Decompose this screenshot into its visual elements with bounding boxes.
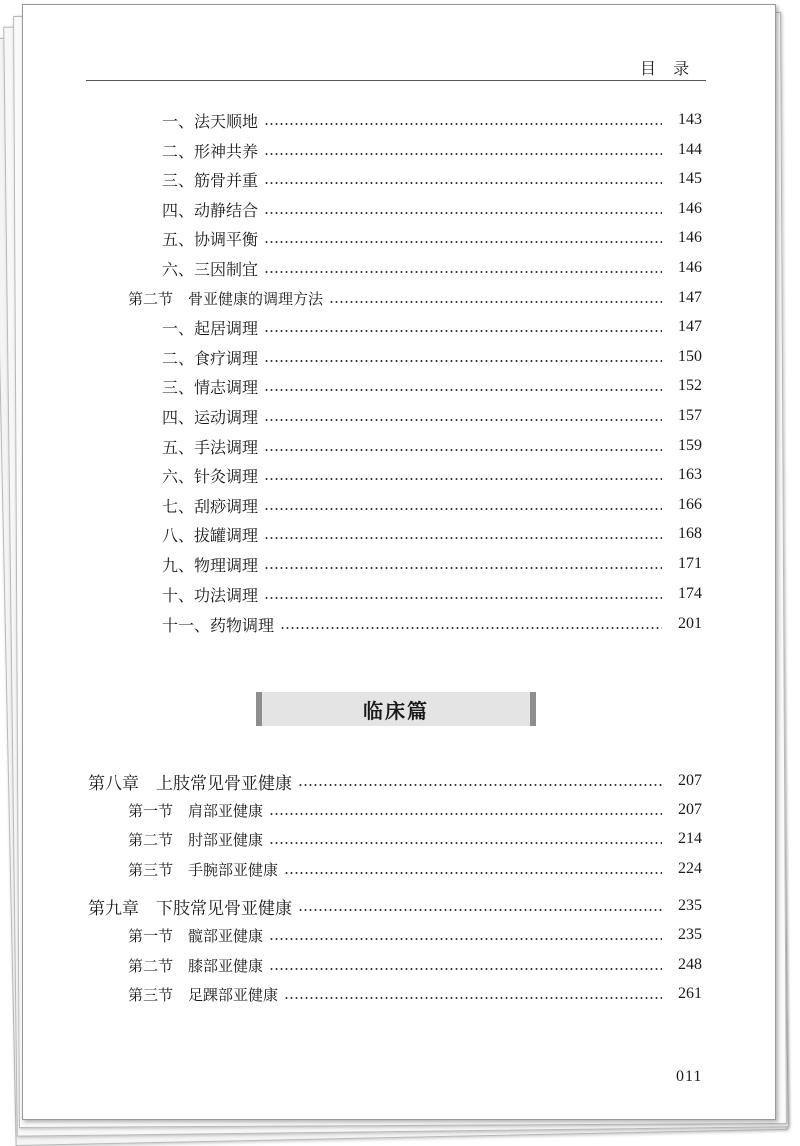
leader-dots bbox=[264, 419, 662, 421]
toc-entry-page: 168 bbox=[678, 525, 702, 542]
leader-dots bbox=[329, 301, 662, 303]
toc-chapter-entry[interactable] bbox=[88, 893, 702, 919]
leader-dots bbox=[280, 627, 662, 629]
toc-entry-page: 147 bbox=[678, 289, 702, 306]
leader-dots bbox=[264, 271, 662, 273]
toc-entry-page: 152 bbox=[678, 377, 702, 394]
toc-entry[interactable] bbox=[162, 196, 702, 222]
toc-entry-page: 235 bbox=[678, 926, 702, 943]
leader-dots bbox=[298, 784, 662, 786]
toc-entry-page: 224 bbox=[678, 860, 702, 877]
toc-entry-page: 146 bbox=[678, 259, 702, 276]
toc-section-entry[interactable] bbox=[128, 856, 702, 882]
toc-entry[interactable] bbox=[162, 521, 702, 547]
leader-dots bbox=[284, 872, 662, 874]
toc-entry-label: 一、法天顺地 bbox=[162, 111, 259, 131]
toc-entry[interactable] bbox=[162, 492, 702, 518]
leader-dots bbox=[264, 478, 662, 480]
toc-entry-page: 201 bbox=[678, 615, 702, 632]
toc-entry-page: 235 bbox=[678, 897, 702, 914]
toc-entry-page: 207 bbox=[678, 801, 702, 818]
toc-section-entry[interactable] bbox=[128, 981, 702, 1007]
leader-dots bbox=[264, 389, 662, 391]
toc-entry-label: 五、手法调理 bbox=[162, 437, 259, 457]
toc-entry-page: 144 bbox=[678, 141, 702, 158]
toc-entry-label: 二、食疗调理 bbox=[162, 348, 259, 368]
toc-entry-label: 三、情志调理 bbox=[162, 377, 259, 397]
toc-entry-label: 八、拔罐调理 bbox=[162, 525, 259, 545]
leader-dots bbox=[264, 360, 662, 362]
toc-entry[interactable] bbox=[162, 166, 702, 192]
toc-section-entry[interactable] bbox=[128, 285, 702, 311]
toc-entry[interactable] bbox=[162, 462, 702, 488]
toc-entry-page: 146 bbox=[678, 229, 702, 246]
toc-entry-label: 第一节 髋部亚健康 bbox=[128, 926, 264, 945]
toc-section-entry[interactable] bbox=[128, 922, 702, 948]
toc-entry-page: 157 bbox=[678, 407, 702, 424]
toc-entry-page: 166 bbox=[678, 496, 702, 513]
toc-entry-label: 四、运动调理 bbox=[162, 407, 259, 427]
leader-dots bbox=[264, 537, 662, 539]
toc-entry-page: 174 bbox=[678, 585, 702, 602]
leader-dots bbox=[269, 813, 662, 815]
toc-entry[interactable] bbox=[162, 373, 702, 399]
header-rule bbox=[86, 80, 706, 81]
toc-entry[interactable] bbox=[162, 433, 702, 459]
leader-dots bbox=[264, 123, 662, 125]
page-number: 011 bbox=[676, 1068, 703, 1085]
toc-entry[interactable] bbox=[162, 551, 702, 577]
leader-dots bbox=[269, 938, 662, 940]
toc-entry[interactable] bbox=[162, 107, 702, 133]
toc-section-entry[interactable] bbox=[128, 826, 702, 852]
toc-entry-page: 150 bbox=[678, 348, 702, 365]
toc-entry-label: 第二节 肘部亚健康 bbox=[128, 830, 264, 849]
toc-entry-label: 第二节 骨亚健康的调理方法 bbox=[128, 289, 324, 308]
part-title: 临床篇 bbox=[363, 698, 429, 723]
toc-entry-label: 三、筋骨并重 bbox=[162, 170, 259, 190]
toc-entry-label: 第三节 足踝部亚健康 bbox=[128, 985, 279, 1004]
toc-entry-page: 261 bbox=[678, 985, 702, 1002]
toc-entry-label: 一、起居调理 bbox=[162, 318, 259, 338]
leader-dots bbox=[264, 330, 662, 332]
toc-entry-label: 第三节 手腕部亚健康 bbox=[128, 860, 279, 879]
toc-entry-label: 五、协调平衡 bbox=[162, 229, 259, 249]
toc-entry-page: 248 bbox=[678, 956, 702, 973]
toc-entry-label: 四、动静结合 bbox=[162, 200, 259, 220]
toc-entry-label: 第八章 上肢常见骨亚健康 bbox=[88, 773, 292, 794]
toc-entry-label: 七、刮痧调理 bbox=[162, 496, 259, 516]
toc-entry[interactable] bbox=[162, 403, 702, 429]
toc-entry[interactable] bbox=[162, 314, 702, 340]
toc-entry[interactable] bbox=[162, 581, 702, 607]
leader-dots bbox=[269, 968, 662, 970]
leader-dots bbox=[264, 153, 662, 155]
toc-section-entry[interactable] bbox=[128, 797, 702, 823]
part-banner bbox=[256, 692, 536, 726]
toc-entry[interactable] bbox=[162, 137, 702, 163]
leader-dots bbox=[264, 508, 662, 510]
toc-entry-page: 146 bbox=[678, 200, 702, 217]
leader-dots bbox=[264, 449, 662, 451]
toc-entry[interactable] bbox=[162, 225, 702, 251]
toc-entry[interactable] bbox=[162, 611, 702, 637]
leader-dots bbox=[264, 212, 662, 214]
toc-entry-label: 六、三因制宜 bbox=[162, 259, 259, 279]
toc-entry-page: 145 bbox=[678, 170, 702, 187]
running-header: 目 录 bbox=[640, 59, 696, 78]
toc-entry-page: 147 bbox=[678, 318, 702, 335]
toc-entry-label: 十、功法调理 bbox=[162, 585, 259, 605]
leader-dots bbox=[284, 997, 662, 999]
toc-entry-page: 143 bbox=[678, 111, 702, 128]
toc-entry-label: 六、针灸调理 bbox=[162, 466, 259, 486]
leader-dots bbox=[264, 597, 662, 599]
toc-section-entry[interactable] bbox=[128, 952, 702, 978]
toc-entry-label: 十一、药物调理 bbox=[162, 615, 275, 635]
toc-chapter-entry[interactable] bbox=[88, 768, 702, 794]
toc-entry-label: 九、物理调理 bbox=[162, 555, 259, 575]
toc-entry-page: 163 bbox=[678, 466, 702, 483]
leader-dots bbox=[269, 842, 662, 844]
toc-entry-page: 214 bbox=[678, 830, 702, 847]
toc-entry[interactable] bbox=[162, 255, 702, 281]
leader-dots bbox=[264, 241, 662, 243]
toc-entry-page: 207 bbox=[678, 772, 702, 789]
toc-entry-page: 171 bbox=[678, 555, 702, 572]
leader-dots bbox=[264, 567, 662, 569]
toc-entry[interactable] bbox=[162, 344, 702, 370]
toc-entry-label: 第二节 膝部亚健康 bbox=[128, 956, 264, 975]
toc-entry-page: 159 bbox=[678, 437, 702, 454]
leader-dots bbox=[298, 909, 662, 911]
leader-dots bbox=[264, 182, 662, 184]
toc-entry-label: 第一节 肩部亚健康 bbox=[128, 801, 264, 820]
toc-entry-label: 二、形神共养 bbox=[162, 141, 259, 161]
toc-entry-label: 第九章 下肢常见骨亚健康 bbox=[88, 898, 292, 919]
